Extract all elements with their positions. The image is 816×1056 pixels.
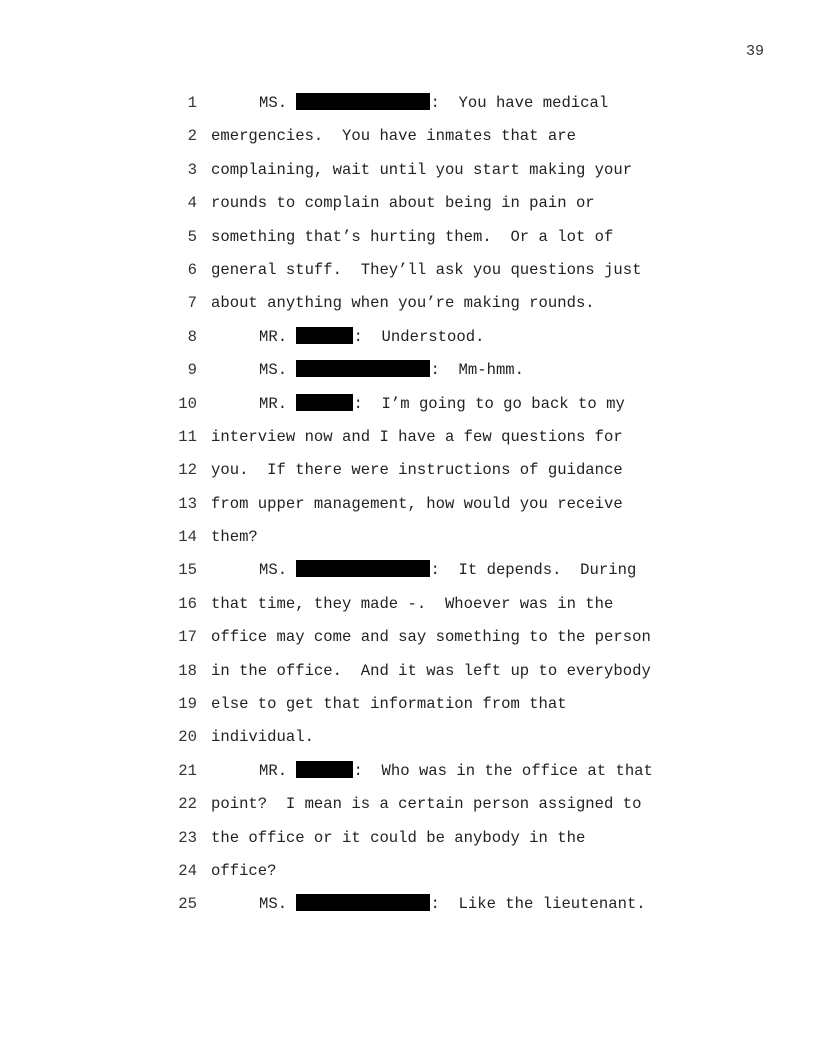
line-number: 17: [178, 628, 197, 647]
transcript-line: [170, 290, 690, 323]
transcript-line: [170, 724, 690, 757]
line-number: 5: [187, 227, 197, 246]
speaker-label: MS.: [259, 561, 288, 580]
redacted-name: [296, 93, 430, 110]
transcript-line: [170, 591, 690, 624]
speaker-label: MS.: [259, 94, 288, 112]
line-text: that time, they made -. Whoever was in the: [211, 594, 614, 613]
line-number: 2: [187, 127, 197, 146]
transcript-line: [170, 90, 690, 123]
spoken-text: : Who was in the office at that: [353, 761, 653, 780]
redacted-name: [296, 394, 353, 411]
line-number: 23: [178, 828, 197, 847]
line-number: 24: [178, 861, 197, 880]
line-number: 1: [187, 94, 197, 112]
transcript-line: [170, 791, 690, 824]
line-text: the office or it could be anybody in the: [211, 828, 586, 847]
line-text: office?: [211, 861, 277, 880]
line-number: 25: [178, 895, 197, 914]
transcript-line: [170, 457, 690, 490]
transcript-body: [170, 90, 690, 925]
transcript-line: [170, 658, 690, 691]
spoken-text: : Understood.: [353, 327, 485, 346]
transcript-line: [170, 123, 690, 156]
line-number: 13: [178, 494, 197, 513]
line-text: [259, 758, 653, 784]
spoken-text: : You have medical: [430, 94, 609, 112]
line-text: individual.: [211, 728, 314, 747]
transcript-line: [170, 624, 690, 657]
redacted-name: [296, 327, 353, 344]
line-number: 6: [187, 260, 197, 279]
speaker-label: MR.: [259, 394, 288, 413]
transcript-line: [170, 491, 690, 524]
line-number: 4: [187, 194, 197, 213]
transcript-line: [170, 190, 690, 223]
line-text: from upper management, how would you receive: [211, 494, 623, 513]
line-text: [259, 557, 636, 583]
transcript-line: [170, 758, 690, 791]
transcript-line: [170, 891, 690, 924]
transcript-line: [170, 224, 690, 257]
transcript-line: [170, 391, 690, 424]
transcript-line: [170, 424, 690, 457]
line-number: 8: [187, 327, 197, 346]
line-text: in the office. And it was left up to everybody: [211, 661, 651, 680]
line-text: [259, 391, 625, 417]
line-number: 11: [178, 427, 197, 446]
transcript-line: [170, 324, 690, 357]
line-number: 22: [178, 795, 197, 814]
line-text: [259, 90, 608, 116]
line-text: office may come and say something to the person: [211, 628, 651, 647]
transcript-line: [170, 858, 690, 891]
line-number: 21: [178, 761, 197, 780]
line-number: 16: [178, 594, 197, 613]
line-text: them?: [211, 528, 258, 547]
transcript-line: [170, 557, 690, 590]
line-number: 3: [187, 160, 197, 179]
line-number: 9: [187, 361, 197, 380]
line-number: 14: [178, 528, 197, 547]
spoken-text: : I’m going to go back to my: [353, 394, 625, 413]
redacted-name: [296, 360, 430, 377]
line-text: [259, 357, 524, 383]
line-number: 20: [178, 728, 197, 747]
transcript-line: [170, 257, 690, 290]
line-text: interview now and I have a few questions for: [211, 427, 623, 446]
line-text: emergencies. You have inmates that are: [211, 127, 576, 146]
transcript-line: [170, 524, 690, 557]
line-text: complaining, wait until you start making your: [211, 160, 633, 179]
speaker-label: MS.: [259, 361, 288, 380]
line-number: 18: [178, 661, 197, 680]
transcript-line: [170, 157, 690, 190]
redacted-name: [296, 761, 353, 778]
transcript-line: [170, 357, 690, 390]
spoken-text: : Like the lieutenant.: [430, 895, 646, 914]
transcript-line: [170, 825, 690, 858]
redacted-name: [296, 560, 430, 577]
line-text: something that’s hurting them. Or a lot of: [211, 227, 614, 246]
spoken-text: : It depends. During: [430, 561, 637, 580]
line-text: else to get that information from that: [211, 695, 567, 714]
line-number: 12: [178, 461, 197, 480]
spoken-text: : Mm-hmm.: [430, 361, 525, 380]
line-number: 19: [178, 695, 197, 714]
transcript-line: [170, 691, 690, 724]
redacted-name: [296, 894, 430, 911]
line-text: [259, 324, 484, 350]
line-text: about anything when you’re making rounds.: [211, 294, 595, 313]
line-number: 7: [187, 294, 197, 313]
line-number: 10: [178, 394, 197, 413]
page-number: 39: [745, 43, 764, 60]
line-text: [259, 891, 646, 917]
line-number: 15: [178, 561, 197, 580]
line-text: general stuff. They’ll ask you questions just: [211, 260, 642, 279]
speaker-label: MR.: [259, 761, 288, 780]
line-text: point? I mean is a certain person assigned to: [211, 795, 642, 814]
line-text: you. If there were instructions of guidance: [211, 461, 623, 480]
line-text: rounds to complain about being in pain or: [211, 194, 595, 213]
speaker-label: MR.: [259, 327, 288, 346]
speaker-label: MS.: [259, 895, 288, 914]
